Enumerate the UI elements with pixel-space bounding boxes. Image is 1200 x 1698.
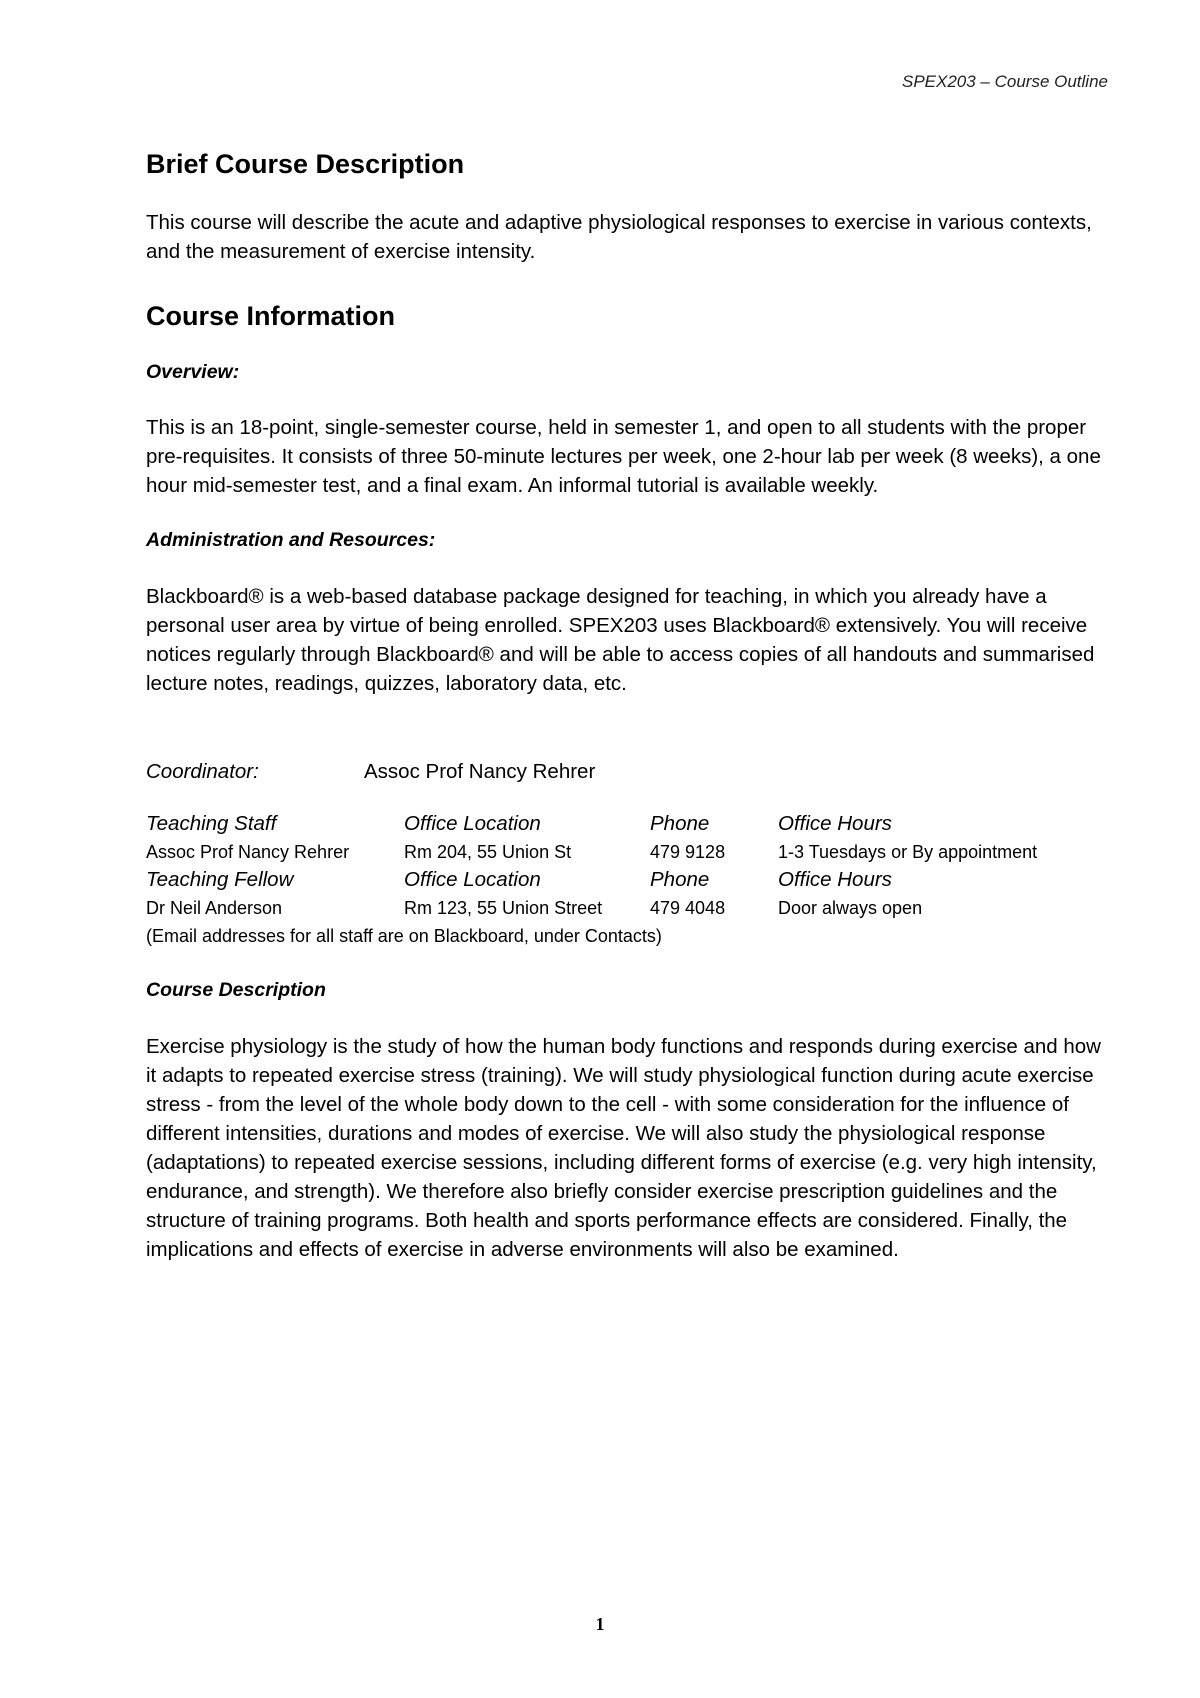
staff-header-row bbox=[146, 810, 1106, 838]
staff-cell: Office Hours bbox=[778, 812, 892, 836]
staff-cell: Dr Neil Anderson bbox=[146, 897, 283, 918]
staff-cell: 479 9128 bbox=[650, 841, 726, 862]
staff-cell: 1-3 Tuesdays or By appointment bbox=[778, 841, 1038, 862]
staff-cell: Teaching Staff bbox=[146, 812, 277, 836]
staff-cell: Rm 123, 55 Union Street bbox=[404, 897, 603, 918]
staff-cell: Phone bbox=[650, 812, 710, 836]
staff-row bbox=[146, 894, 1106, 922]
coordinator-name: Assoc Prof Nancy Rehrer bbox=[364, 759, 596, 783]
brief-description-heading: Brief Course Description bbox=[146, 149, 465, 179]
staff-cell: Teaching Fellow bbox=[146, 868, 294, 892]
coordinator-label: Coordinator: bbox=[146, 759, 259, 783]
staff-cell: Door always open bbox=[778, 897, 923, 918]
staff-table bbox=[146, 810, 1106, 950]
staff-cell: Rm 204, 55 Union St bbox=[404, 841, 572, 862]
course-description-label: Course Description bbox=[146, 979, 326, 1002]
page-number: 1 bbox=[595, 1614, 605, 1634]
staff-email-note: (Email addresses for all staff are on Blackboard, under Contacts) bbox=[146, 926, 662, 947]
coordinator-line bbox=[146, 760, 1106, 785]
staff-cell: Office Location bbox=[404, 812, 541, 836]
administration-label: Administration and Resources: bbox=[146, 529, 436, 552]
staff-header-row bbox=[146, 866, 1106, 894]
course-information-heading: Course Information bbox=[146, 301, 396, 332]
staff-row bbox=[146, 838, 1106, 866]
staff-cell: Phone bbox=[650, 868, 710, 892]
staff-cell: 479 4048 bbox=[650, 897, 726, 918]
page-content bbox=[146, 148, 1106, 1264]
overview-text: This is an 18-point, single-semester course, held in semester 1, and open to all students with the proper pre-requisites. It consists of three 50-minute lectures per week, one 2-hour lab per week (8 weeks), a one hour mid-semester test, and a final exam. An informal tutorial is available weekly. bbox=[146, 416, 1101, 498]
brief-description-text: This course will describe the acute and adaptive physiological responses to exercise in various contexts, and the measurement of exercise intensity. bbox=[146, 211, 1092, 264]
staff-cell: Office Hours bbox=[778, 868, 892, 892]
course-description-text: Exercise physiology is the study of how the human body functions and responds during exercise and how it adapts to repeated exercise stress (training). We will study physiological function during acute exercise stress - from the level of the whole body down to the cell - with some consideration for the influence of different intensities, durations and modes of exercise. We will also study the physiological response (adaptations) to repeated exercise sessions, including different forms of exercise (e.g. very high intensity, endurance, and strength). We therefore also briefly consider exercise prescription guidelines and the structure of training programs. Both health and sports performance effects are considered. Finally, the implications and effects of exercise in adverse environments will also be examined. bbox=[146, 1034, 1101, 1261]
running-header: SPEX203 – Course Outline bbox=[901, 72, 1108, 91]
administration-text: Blackboard® is a web-based database package designed for teaching, in which you already have a personal user area by virtue of being enrolled. SPEX203 uses Blackboard® extensively. You will receive notices regularly through Blackboard® and will be able to access copies of all handouts and summarised lecture notes, readings, quizzes, laboratory data, etc. bbox=[146, 584, 1095, 695]
overview-label: Overview: bbox=[146, 360, 240, 383]
staff-cell: Assoc Prof Nancy Rehrer bbox=[146, 841, 350, 862]
staff-cell: Office Location bbox=[404, 868, 541, 892]
